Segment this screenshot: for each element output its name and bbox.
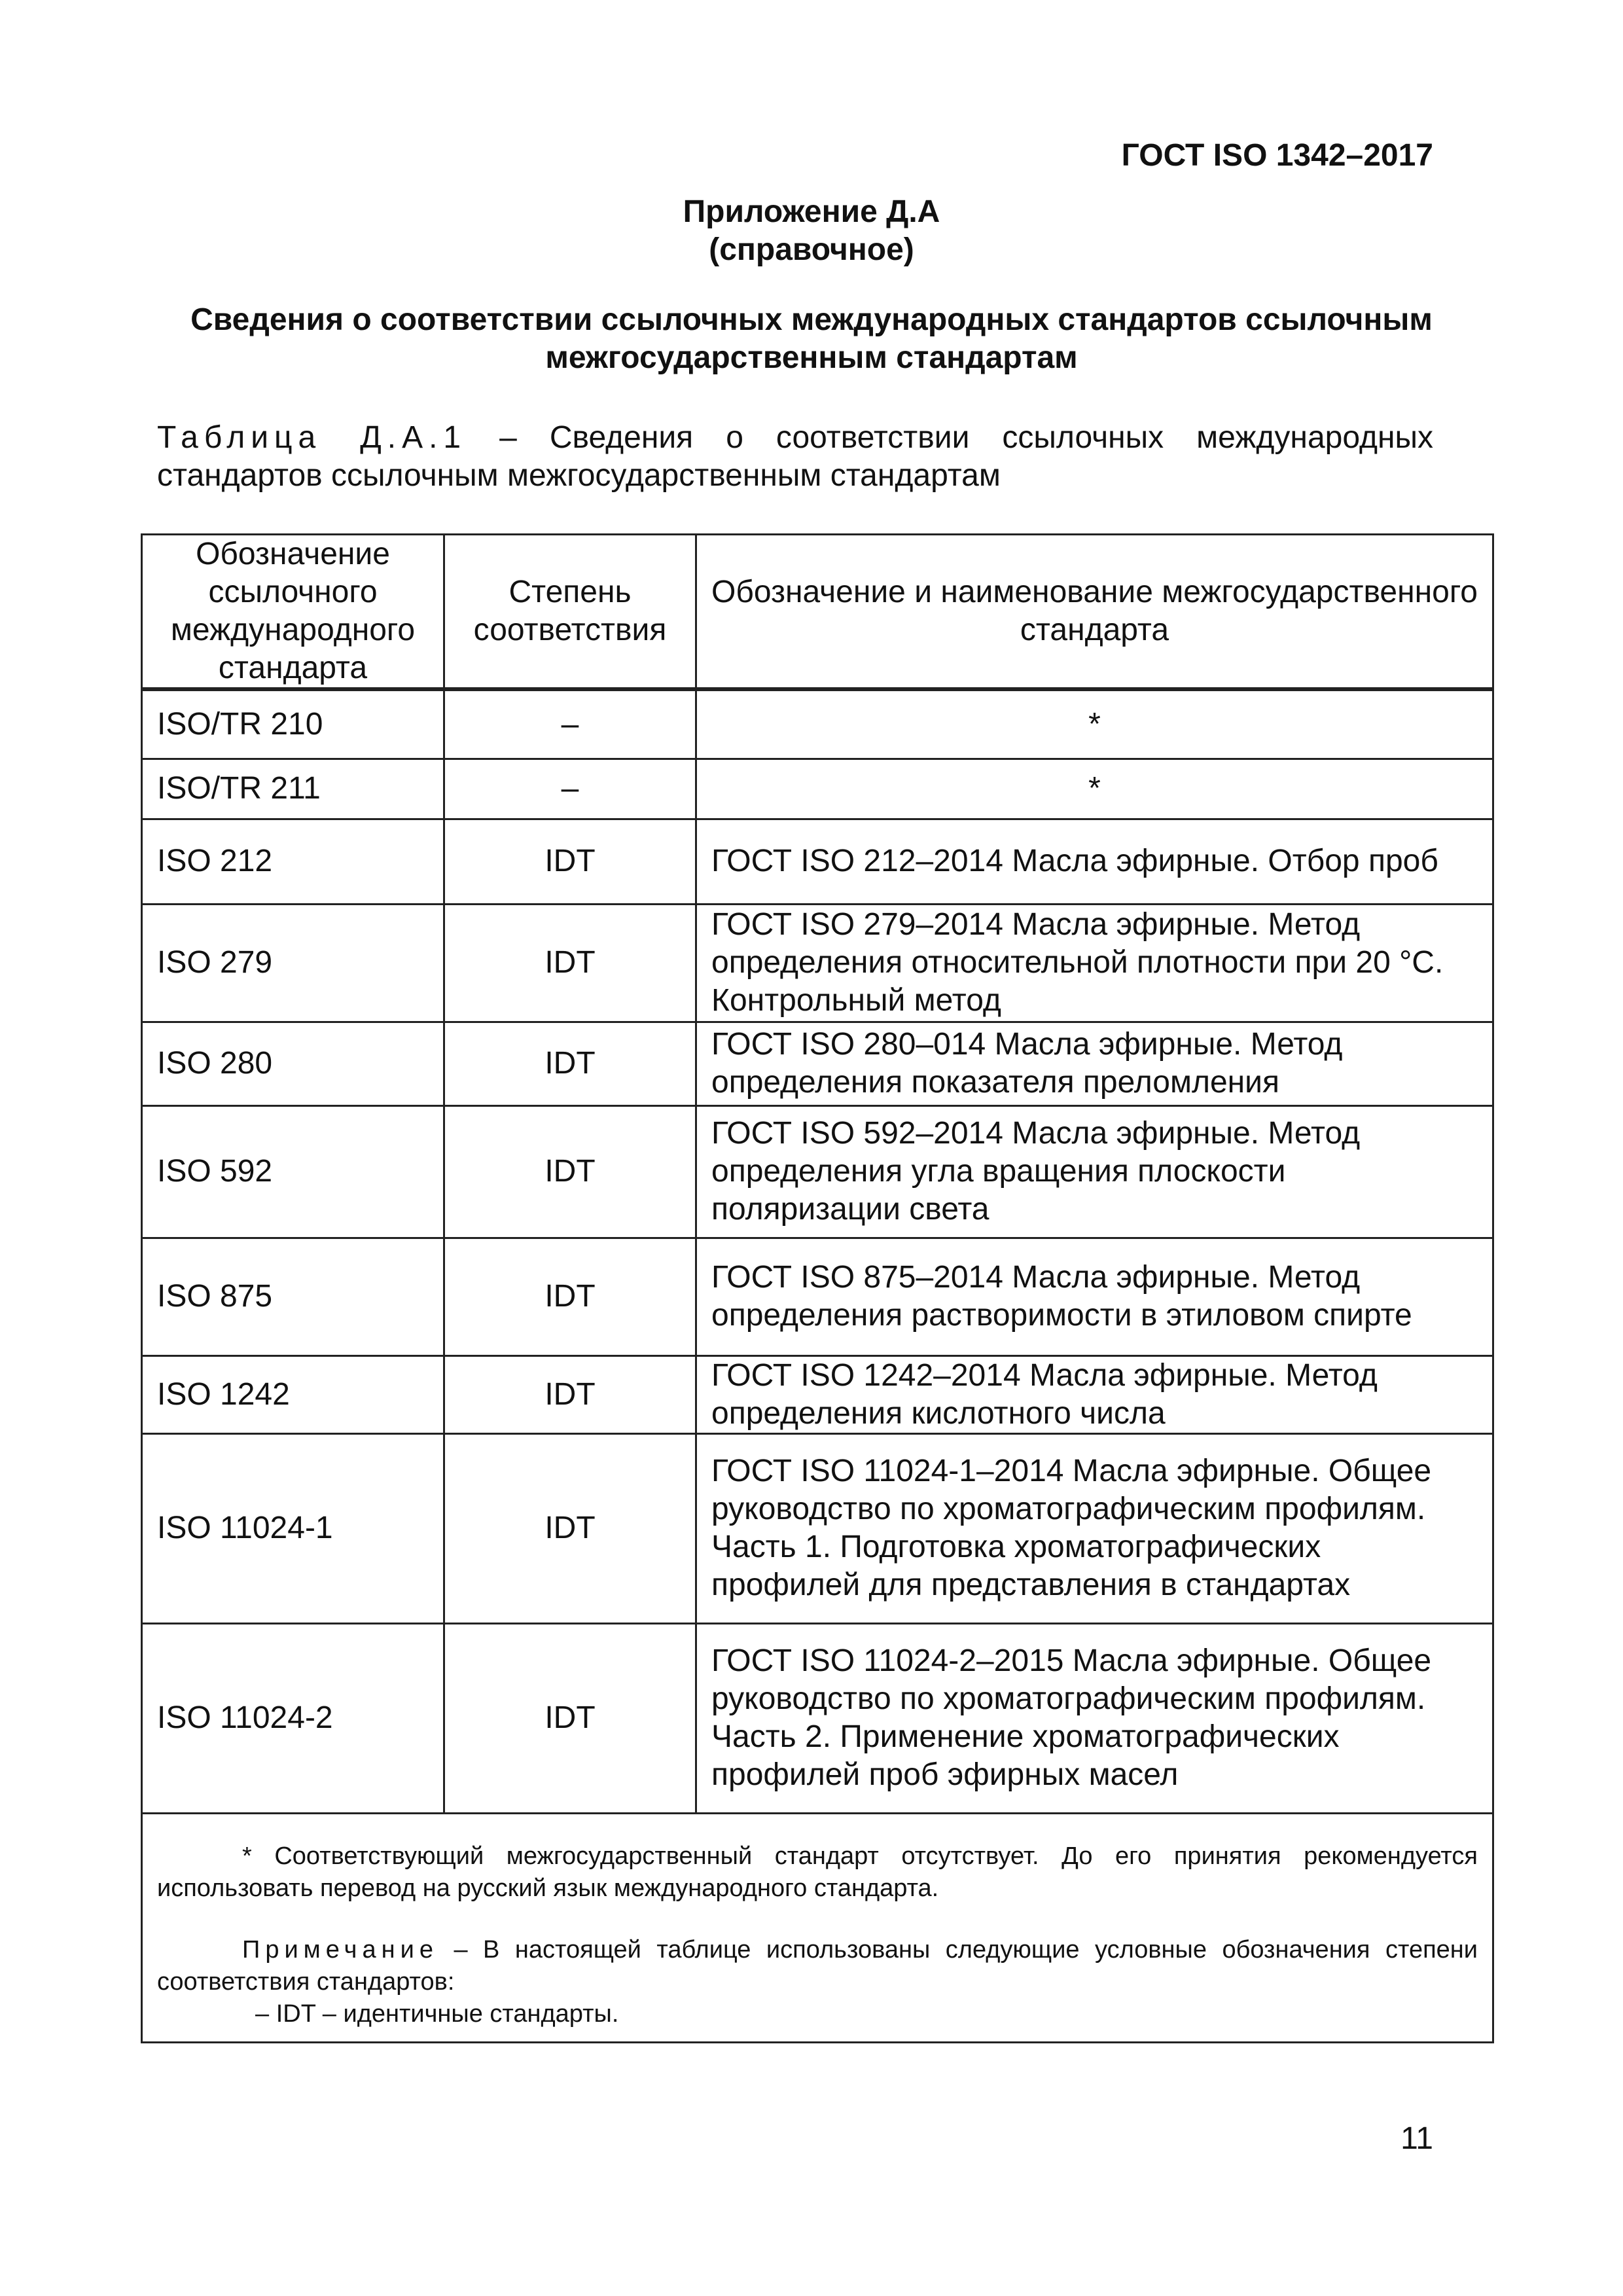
section-heading (131, 301, 1492, 377)
header-degree: Степень соответствия (444, 535, 696, 690)
table-row (142, 1433, 1493, 1623)
cell-intl-standard: ISO 11024-1 (142, 1433, 444, 1623)
table-note-item: – IDT – идентичные стандарты. (255, 2000, 619, 2028)
cell-degree: IDT (444, 1105, 696, 1238)
cell-degree: IDT (444, 1355, 696, 1433)
table-caption-label: Таблица Д.А.1 (157, 420, 467, 455)
cell-degree: – (444, 689, 696, 759)
cell-degree: IDT (444, 819, 696, 904)
cell-interstate-standard: * (696, 689, 1493, 759)
cell-interstate-standard: ГОСТ ISO 11024-1–2014 Масла эфирные. Общее руководство по хроматографическим профилям. Часть 1. Подготовка хроматографических профилей для представления в стандартах (696, 1433, 1493, 1623)
table-caption (157, 419, 1433, 495)
table-row (142, 1355, 1493, 1433)
table-row (142, 1105, 1493, 1238)
cell-interstate-standard: ГОСТ ISO 875–2014 Масла эфирные. Метод определения растворимости в этиловом спирте (696, 1238, 1493, 1355)
table-row (142, 1238, 1493, 1355)
table-note-label: Примечание (242, 1935, 438, 1964)
standards-table (141, 533, 1494, 2043)
cell-intl-standard: ISO 279 (142, 904, 444, 1022)
table-row (142, 819, 1493, 904)
heading-line-2: межгосударственным стандартам (545, 340, 1078, 375)
cell-degree: IDT (444, 904, 696, 1022)
cell-intl-standard: ISO 11024-2 (142, 1623, 444, 1813)
cell-interstate-standard: ГОСТ ISO 279–2014 Масла эфирные. Метод определения относительной плотности при 20 °С. Контрольный метод (696, 904, 1493, 1022)
header-intl-standard: Обозначение ссылочного международного стандарта (142, 535, 444, 690)
cell-intl-standard: ISO/TR 211 (142, 759, 444, 819)
table-note (157, 1934, 1478, 1998)
cell-intl-standard: ISO 592 (142, 1105, 444, 1238)
heading-line-1: Сведения о соответствии ссылочных международных стандартов ссылочным (190, 302, 1433, 337)
table-row (142, 1022, 1493, 1105)
cell-degree: IDT (444, 1623, 696, 1813)
cell-interstate-standard: ГОСТ ISO 212–2014 Масла эфирные. Отбор проб (696, 819, 1493, 904)
annex-title-block (0, 193, 1623, 269)
cell-intl-standard: ISO 280 (142, 1022, 444, 1105)
cell-degree: IDT (444, 1238, 696, 1355)
table-row (142, 1623, 1493, 1813)
cell-interstate-standard: * (696, 759, 1493, 819)
cell-degree: – (444, 759, 696, 819)
annex-title: Приложение Д.А (683, 194, 940, 229)
cell-degree: IDT (444, 1022, 696, 1105)
annex-subtitle: (справочное) (709, 232, 914, 267)
cell-intl-standard: ISO 212 (142, 819, 444, 904)
table-notes-row (142, 1813, 1493, 2042)
cell-intl-standard: ISO 1242 (142, 1355, 444, 1433)
cell-interstate-standard: ГОСТ ISO 1242–2014 Масла эфирные. Метод определения кислотного числа (696, 1355, 1493, 1433)
page-number: 11 (1400, 2121, 1433, 2156)
document-id: ГОСТ ISO 1342–2017 (1121, 138, 1433, 173)
table-note-text: – В настоящей таблице использованы следующие условные обозначения степени соответствия стандартов: (157, 1935, 1478, 1996)
cell-intl-standard: ISO 875 (142, 1238, 444, 1355)
cell-interstate-standard: ГОСТ ISO 592–2014 Масла эфирные. Метод определения угла вращения плоскости поляризации света (696, 1105, 1493, 1238)
header-interstate-standard: Обозначение и наименование межгосударственного стандарта (696, 535, 1493, 690)
table-footnote: * Соответствующий межгосударственный стандарт отсутствует. До его принятия рекомендуется использовать перевод на русский язык международного стандарта. (157, 1842, 1478, 1902)
cell-intl-standard: ISO/TR 210 (142, 689, 444, 759)
table-row (142, 904, 1493, 1022)
cell-interstate-standard: ГОСТ ISO 280–014 Масла эфирные. Метод определения показателя преломления (696, 1022, 1493, 1105)
cell-degree: IDT (444, 1433, 696, 1623)
table-notes-cell (142, 1813, 1493, 2042)
table-header-row (142, 535, 1493, 690)
table-row (142, 689, 1493, 759)
table-caption-text: – Сведения о соответствии ссылочных международных стандартов ссылочным межгосударственным стандартам (157, 420, 1433, 493)
table-row (142, 759, 1493, 819)
cell-interstate-standard: ГОСТ ISO 11024-2–2015 Масла эфирные. Общее руководство по хроматографическим профилям. Часть 2. Применение хроматографических профилей проб эфирных масел (696, 1623, 1493, 1813)
